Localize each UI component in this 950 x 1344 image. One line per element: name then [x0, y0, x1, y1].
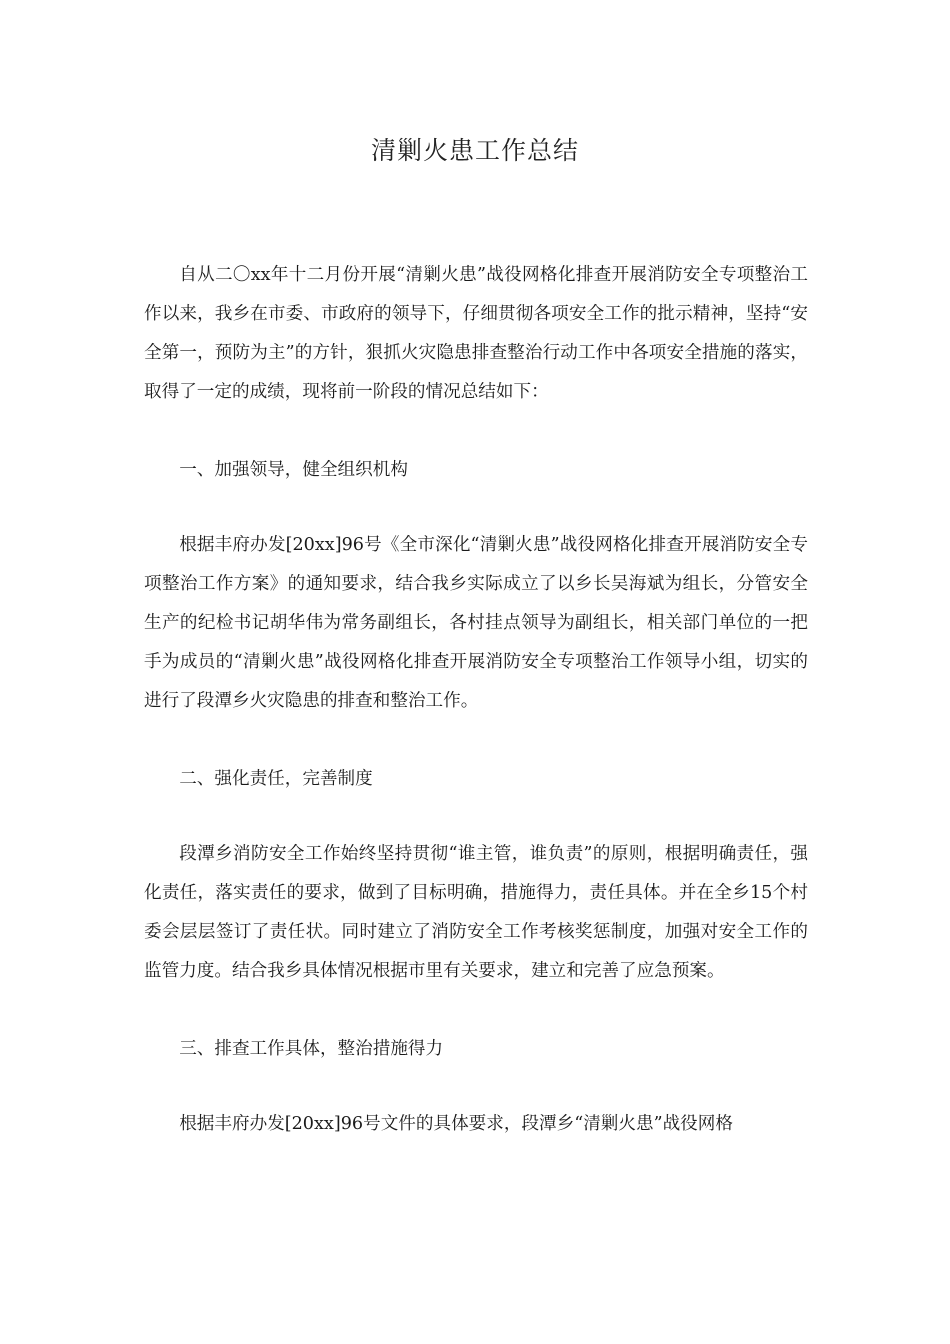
section-body-1: 根据丰府办发[20xx]96号《全市深化“清剿火患”战役网格化排查开展消防安全专项整治工作方案》的通知要求，结合我乡实际成立了以乡长吴海斌为组长，分管安全生产的纪检书记胡华伟为常务副组长，各村挂点领导为副组长，相关部门单位的一把手为成员的“清剿火患”战役网格化排查开展消防安全专项整治工作领导小组，切实的进行了段潭乡火灾隐患的排查和整治工作。	[144, 535, 808, 711]
section-body-2: 段潭乡消防安全工作始终坚持贯彻“谁主管，谁负责”的原则，根据明确责任，强化责任，落实责任的要求，做到了目标明确，措施得力，责任具体。并在全乡15个村委会层层签订了责任状。同时建立了消防安全工作考核奖惩制度，加强对安全工作的监管力度。结合我乡具体情况根据市里有关要求，建立和完善了应急预案。	[144, 844, 808, 981]
section-body-3: 根据丰府办发[20xx]96号文件的具体要求，段潭乡“清剿火患”战役网格	[179, 1114, 733, 1134]
document-title: 清剿火患工作总结	[370, 136, 579, 165]
section-heading-2: 二、强化责任，完善制度	[179, 769, 373, 789]
intro-paragraph: 自从二〇xx年十二月份开展“清剿火患”战役网格化排查开展消防安全专项整治工作以来，我乡在市委、市政府的领导下，仔细贯彻各项安全工作的批示精神，坚持“安全第一，预防为主”的方针，狠抓火灾隐患排查整治行动工作中各项安全措施的落实，取得了一定的成绩，现将前一阶段的情况总结如下：	[144, 265, 808, 402]
section-heading-3: 三、排查工作具体，整治措施得力	[179, 1039, 444, 1059]
section-heading-1: 一、加强领导，健全组织机构	[179, 460, 408, 480]
document-body	[144, 256, 808, 1144]
